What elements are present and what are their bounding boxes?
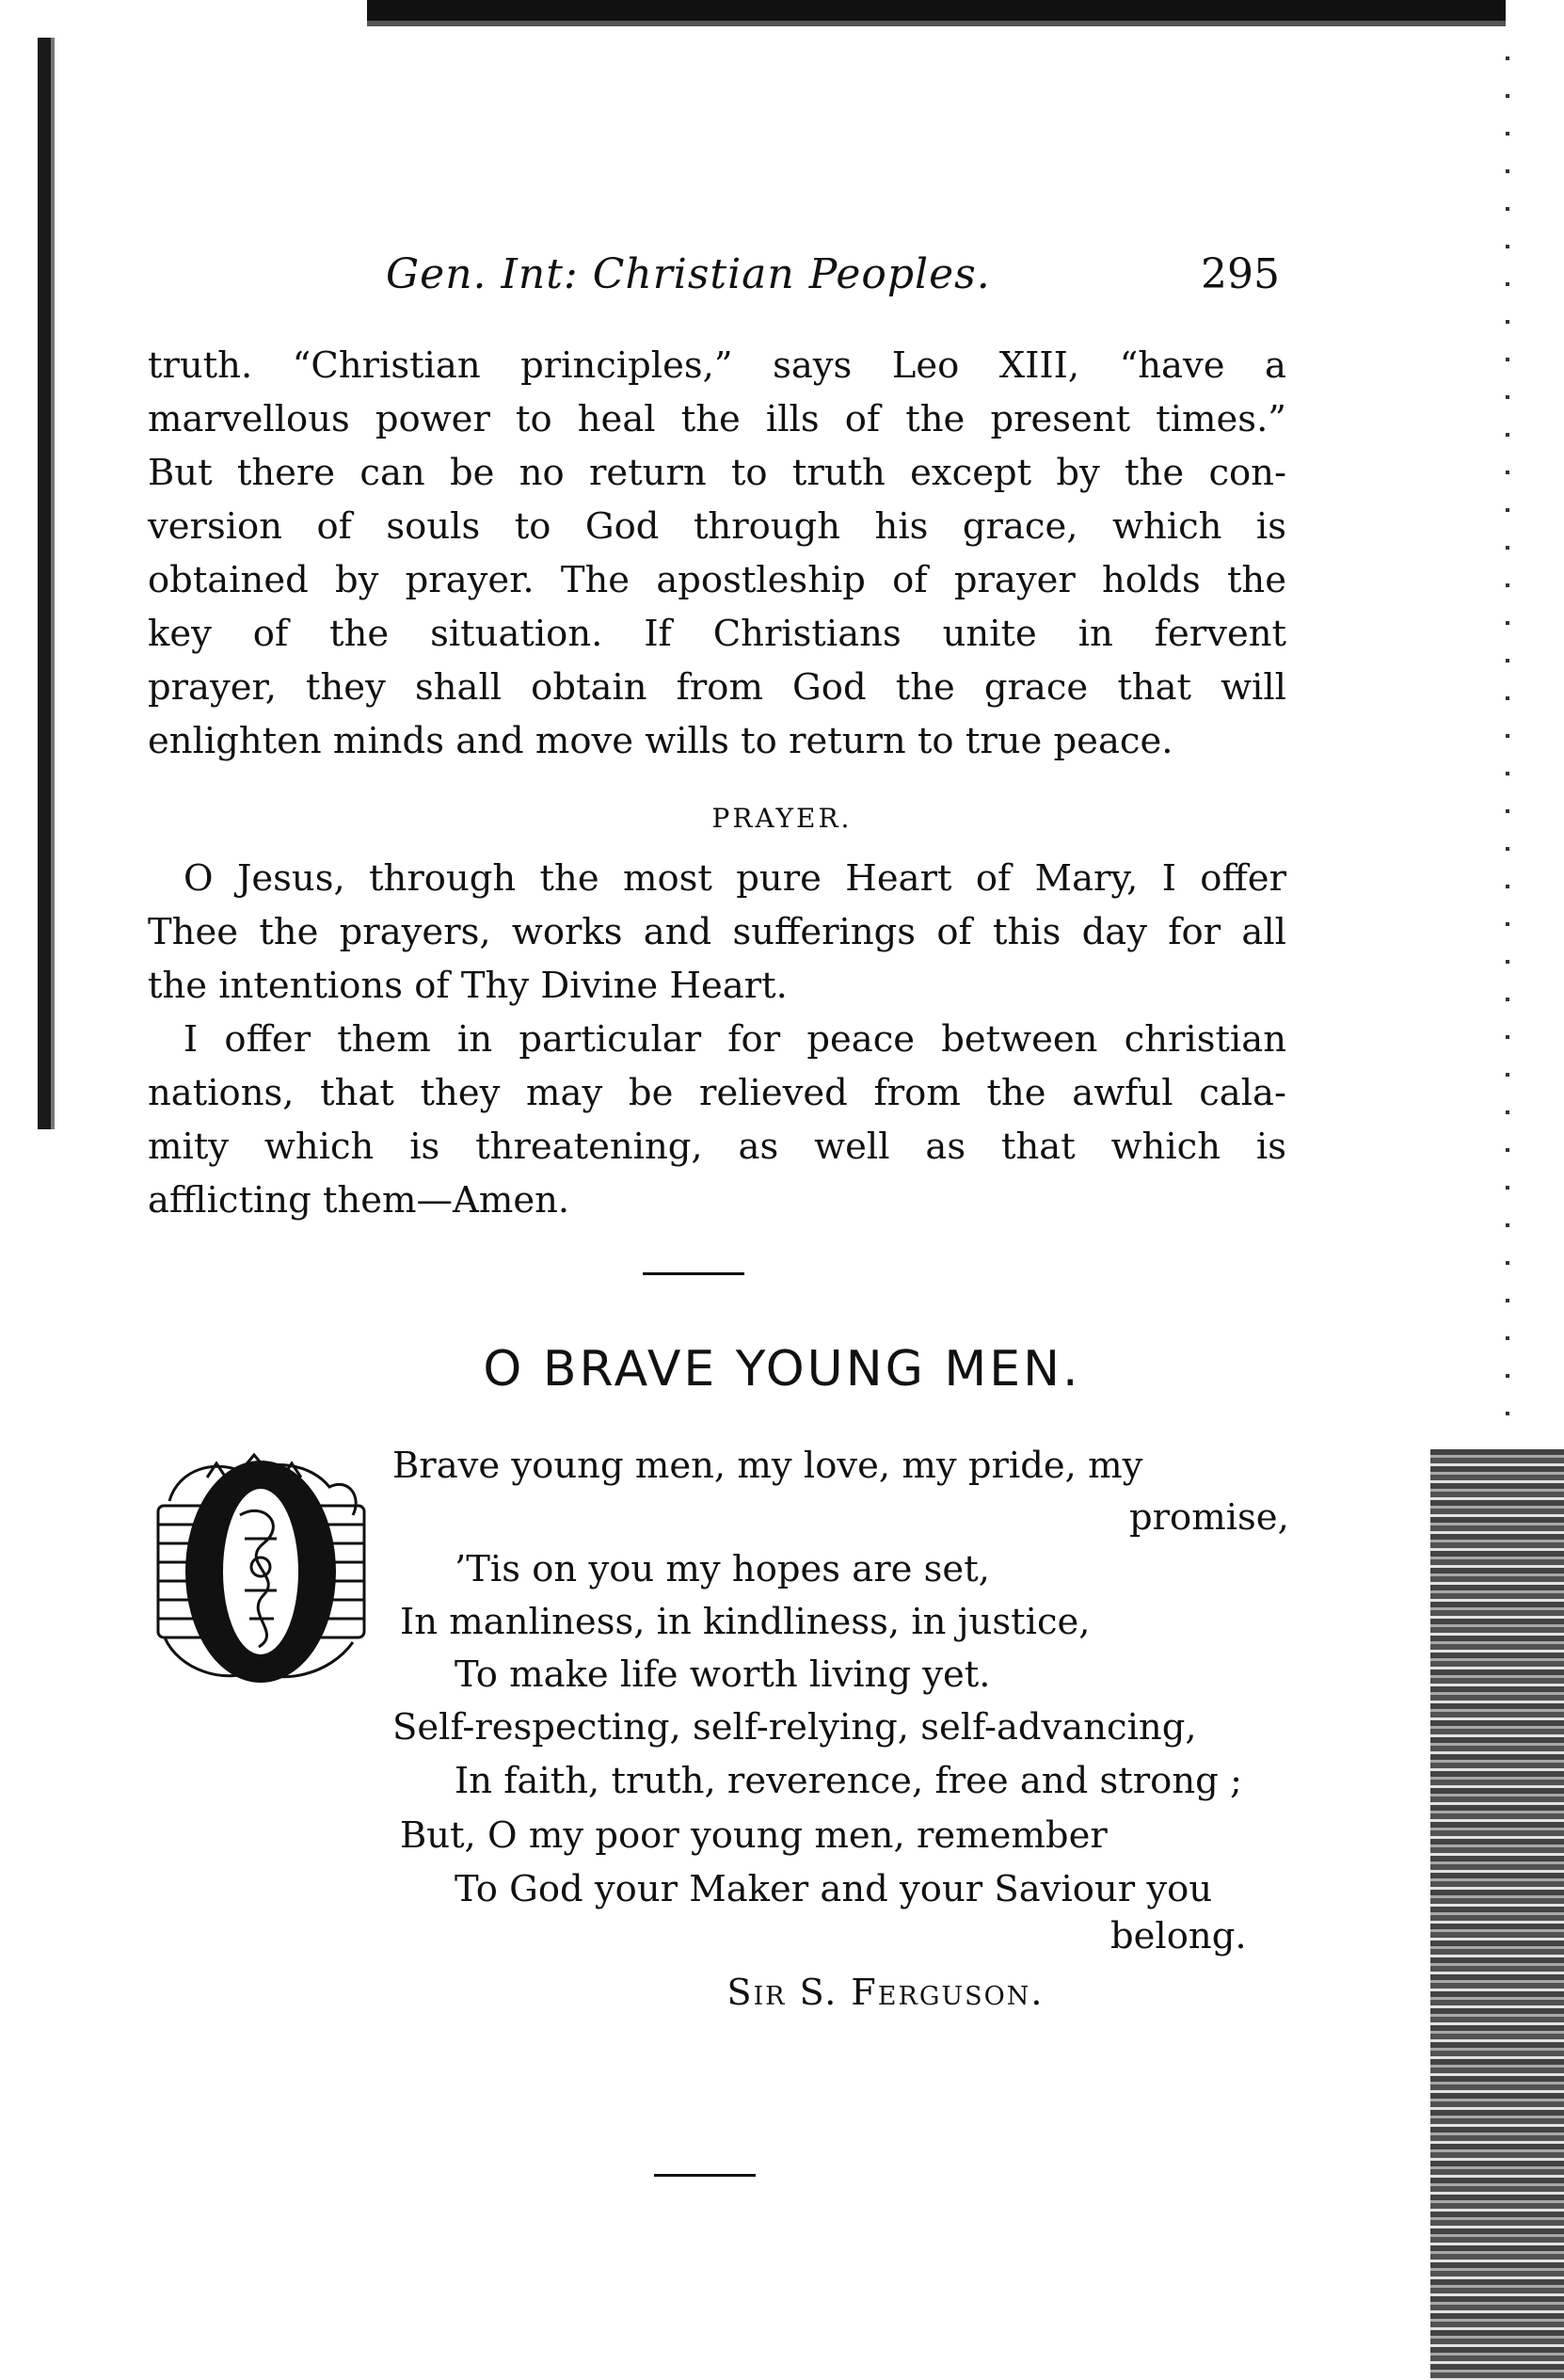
poem-line: But, O my poor young men, remember [400,1814,1108,1857]
body-line: obtained by prayer. The apostleship of prayer holds the [148,559,1286,601]
poem-line: Self-respecting, self-relying, self-advancing, [392,1706,1197,1749]
running-head [386,247,1336,303]
poem-line: ’Tis on you my hopes are set, [455,1548,990,1590]
body-line: But there can be no return to truth except by the con- [148,452,1286,494]
prayer-line: Thee the prayers, works and sufferings of this day for all [148,911,1286,953]
prayer-line: mity which is threatening, as well as that which is [148,1126,1286,1168]
running-head-title: Gen. Int: Christian Peoples. [386,250,991,298]
body-line: version of souls to God through his grace, which is [148,505,1286,548]
prayer-line: O Jesus, through the most pure Heart of Mary, I offer [184,857,1286,900]
prayer-heading: PRAYER. [711,803,853,834]
scan-border-left-shadow [51,38,55,1129]
body-line: truth. “Christian principles,” says Leo XIII, “have a [148,344,1286,387]
body-paragraph [148,339,1286,768]
prayer-line: nations, that they may be relieved from the awful cala- [148,1072,1286,1114]
prayer-line: the intentions of Thy Divine Heart. [148,965,788,1007]
scan-border-left [38,38,51,1129]
scan-border-right-specks [1506,56,1509,1449]
poem-line: Brave young men, my love, my pride, my [392,1445,1143,1487]
body-line: key of the situation. If Christians unite in fervent [148,613,1286,655]
poem-line: In faith, truth, reverence, free and strong ; [455,1760,1242,1802]
end-divider [654,2174,756,2177]
ornamental-initial-o-icon [151,1449,372,1694]
body-line: prayer, they shall obtain from God the grace that will [148,666,1286,709]
page-number: 295 [1201,250,1280,298]
prayer-paragraph-1 [148,852,1286,1013]
body-line: enlighten minds and move wills to return to true peace. [148,720,1173,762]
poem-line: belong. [1110,1915,1247,1957]
poem-line: promise, [1129,1496,1289,1539]
prayer-line: I offer them in particular for peace between christian [184,1018,1286,1061]
scan-border-right-noise [1430,1449,1564,2380]
poem-title: O BRAVE YOUNG MEN. [483,1341,1081,1398]
poem-signature: Sir S. Ferguson. [726,1972,1045,2013]
scan-border-top-shadow [367,21,1506,26]
poem-line: To make life worth living yet. [455,1653,991,1696]
body-line: marvellous power to heal the ills of the present times.” [148,398,1286,440]
scan-border-top [367,0,1506,21]
poem-line: In manliness, in kindliness, in justice, [400,1601,1091,1643]
prayer-paragraph-2 [148,1013,1286,1227]
section-divider [643,1272,744,1275]
poem-line: To God your Maker and your Saviour you [455,1868,1213,1910]
prayer-line: afflicting them—Amen. [148,1179,570,1222]
